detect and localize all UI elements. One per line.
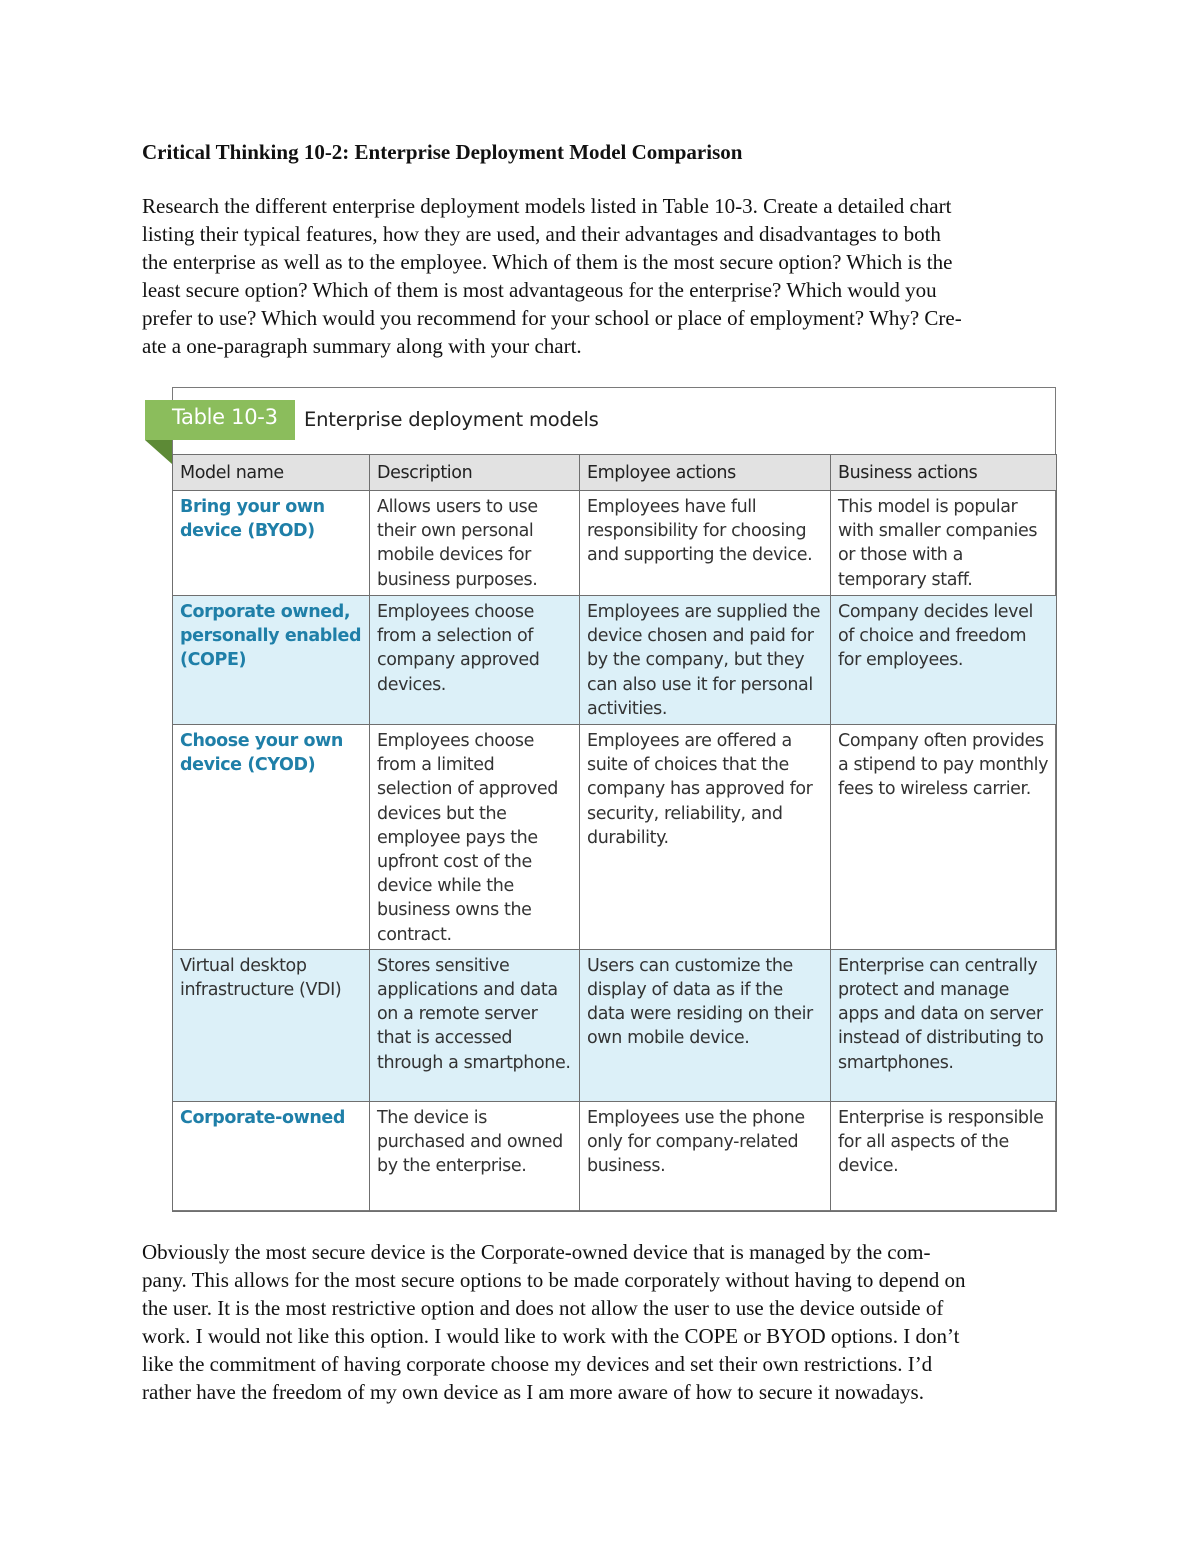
model-employee-actions: Employees are offered a suite of choices that the company has approved for security, reliability, and durability. [580, 725, 831, 950]
prompt-line-4: least secure option? Which of them is most advantageous for the enterprise? Which would you [142, 278, 937, 302]
model-business-actions: Enterprise can centrally protect and manage apps and data on server instead of distributing to smartphones. [831, 949, 1057, 1101]
prompt-line-5: prefer to use? Which would you recommend for your school or place of employment? Why? Cre- [142, 306, 962, 330]
model-description: Employees choose from a limited selection of approved devices but the employee pays the upfront cost of the device while the business owns the contract. [370, 725, 580, 950]
header-business-actions: Business actions [831, 455, 1057, 491]
prompt-line-6: ate a one-paragraph summary along with your chart. [142, 334, 582, 358]
model-description: Stores sensitive applications and data on a remote server that is accessed through a smartphone. [370, 949, 580, 1101]
page-title: Critical Thinking 10-2: Enterprise Deployment Model Comparison [142, 140, 743, 164]
table-row-corporate-owned [173, 1101, 1057, 1211]
model-name: Corporate-owned [173, 1101, 370, 1211]
model-description: The device is purchased and owned by the enterprise. [370, 1101, 580, 1211]
prompt-line-1: Research the different enterprise deployment models listed in Table 10-3. Create a detailed chart [142, 194, 952, 218]
summary-line-5: like the commitment of having corporate choose my devices and set their own restrictions. I’d [142, 1352, 933, 1376]
table-caption: Enterprise deployment models [304, 408, 599, 431]
model-name: Virtual desktop infrastructure (VDI) [173, 949, 370, 1101]
model-name: Corporate owned, personally enabled (COPE) [173, 596, 370, 725]
model-employee-actions: Users can customize the display of data as if the data were residing on their own mobile device. [580, 949, 831, 1101]
model-business-actions: Company often provides a stipend to pay monthly fees to wireless carrier. [831, 725, 1057, 950]
table-header-row [173, 455, 1057, 491]
model-employee-actions: Employees use the phone only for company-related business. [580, 1101, 831, 1211]
model-employee-actions: Employees have full responsibility for choosing and supporting the device. [580, 491, 831, 596]
header-employee-actions: Employee actions [580, 455, 831, 491]
summary-line-6: rather have the freedom of my own device as I am more aware of how to secure it nowadays. [142, 1380, 924, 1404]
header-model-name: Model name [173, 455, 370, 491]
header-description: Description [370, 455, 580, 491]
deployment-models-table [172, 454, 1057, 1212]
model-description: Employees choose from a selection of company approved devices. [370, 596, 580, 725]
model-name: Choose your own device (CYOD) [173, 725, 370, 950]
table-row-cope [173, 596, 1057, 725]
table-row-byod [173, 491, 1057, 596]
prompt-line-3: the enterprise as well as to the employee. Which of them is the most secure option? Which is the [142, 250, 953, 274]
table-number-label: Table 10-3 [172, 405, 278, 429]
model-employee-actions: Employees are supplied the device chosen and paid for by the company, but they can also use it for personal activities. [580, 596, 831, 725]
model-business-actions: Enterprise is responsible for all aspects of the device. [831, 1101, 1057, 1211]
table-tag-fold [145, 440, 172, 464]
model-description: Allows users to use their own personal mobile devices for business purposes. [370, 491, 580, 596]
table-row-vdi [173, 949, 1057, 1101]
summary-line-4: work. I would not like this option. I would like to work with the COPE or BYOD options. I don’t [142, 1324, 960, 1348]
table-row-cyod [173, 725, 1057, 950]
model-name: Bring your own device (BYOD) [173, 491, 370, 596]
prompt-line-2: listing their typical features, how they are used, and their advantages and disadvantages to both [142, 222, 941, 246]
model-business-actions: Company decides level of choice and freedom for employees. [831, 596, 1057, 725]
summary-line-3: the user. It is the most restrictive option and does not allow the user to use the device outside of [142, 1296, 944, 1320]
summary-line-1: Obviously the most secure device is the Corporate-owned device that is managed by the com- [142, 1240, 931, 1264]
model-business-actions: This model is popular with smaller companies or those with a temporary staff. [831, 491, 1057, 596]
summary-line-2: pany. This allows for the most secure options to be made corporately without having to depend on [142, 1268, 966, 1292]
